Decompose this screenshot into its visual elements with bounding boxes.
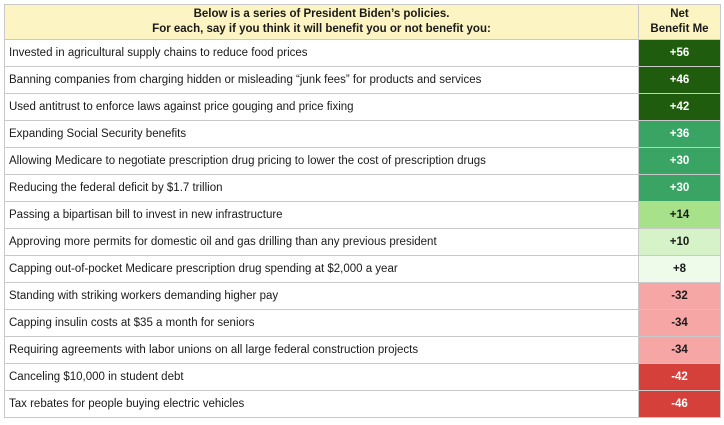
net-benefit-value: -32 [639,283,721,310]
table-row [5,283,721,310]
table-row [5,148,721,175]
policy-label: Canceling $10,000 in student debt [5,364,639,391]
policy-benefit-table [4,4,721,418]
net-benefit-value: -42 [639,364,721,391]
policy-label: Invested in agricultural supply chains to reduce food prices [5,40,639,67]
table-row [5,310,721,337]
question-header [5,5,639,40]
question-line-1: Below is a series of President Biden’s policies. [193,8,450,20]
net-benefit-value: +30 [639,148,721,175]
net-benefit-value: -34 [639,310,721,337]
net-benefit-header-line-1: Net [670,8,689,20]
table-row [5,256,721,283]
table-row [5,67,721,94]
net-benefit-value: +10 [639,229,721,256]
header-row [5,5,721,40]
policy-label: Capping insulin costs at $35 a month for seniors [5,310,639,337]
policy-label: Requiring agreements with labor unions on all large federal construction projects [5,337,639,364]
table-row [5,121,721,148]
net-benefit-value: +56 [639,40,721,67]
net-benefit-value: +14 [639,202,721,229]
policy-label: Approving more permits for domestic oil and gas drilling than any previous president [5,229,639,256]
net-benefit-value: +8 [639,256,721,283]
policy-label: Tax rebates for people buying electric vehicles [5,391,639,418]
policy-label: Capping out-of-pocket Medicare prescription drug spending at $2,000 a year [5,256,639,283]
net-benefit-header [639,5,721,40]
net-benefit-value: +36 [639,121,721,148]
table-row [5,337,721,364]
policy-label: Reducing the federal deficit by $1.7 trillion [5,175,639,202]
table-row [5,229,721,256]
net-benefit-value: +42 [639,94,721,121]
table-row [5,364,721,391]
net-benefit-value: +30 [639,175,721,202]
policy-label: Used antitrust to enforce laws against price gouging and price fixing [5,94,639,121]
net-benefit-value: -46 [639,391,721,418]
table-row [5,175,721,202]
policy-label: Passing a bipartisan bill to invest in new infrastructure [5,202,639,229]
table-row [5,391,721,418]
policy-label: Expanding Social Security benefits [5,121,639,148]
policy-label: Standing with striking workers demanding higher pay [5,283,639,310]
net-benefit-header-line-2: Benefit Me [650,23,709,35]
policy-label: Banning companies from charging hidden or misleading “junk fees” for products and services [5,67,639,94]
table-row [5,94,721,121]
question-line-2: For each, say if you think it will benefit you or not benefit you: [152,23,491,35]
net-benefit-value: -34 [639,337,721,364]
table-row [5,40,721,67]
net-benefit-value: +46 [639,67,721,94]
table-row [5,202,721,229]
policy-label: Allowing Medicare to negotiate prescription drug pricing to lower the cost of prescription drugs [5,148,639,175]
